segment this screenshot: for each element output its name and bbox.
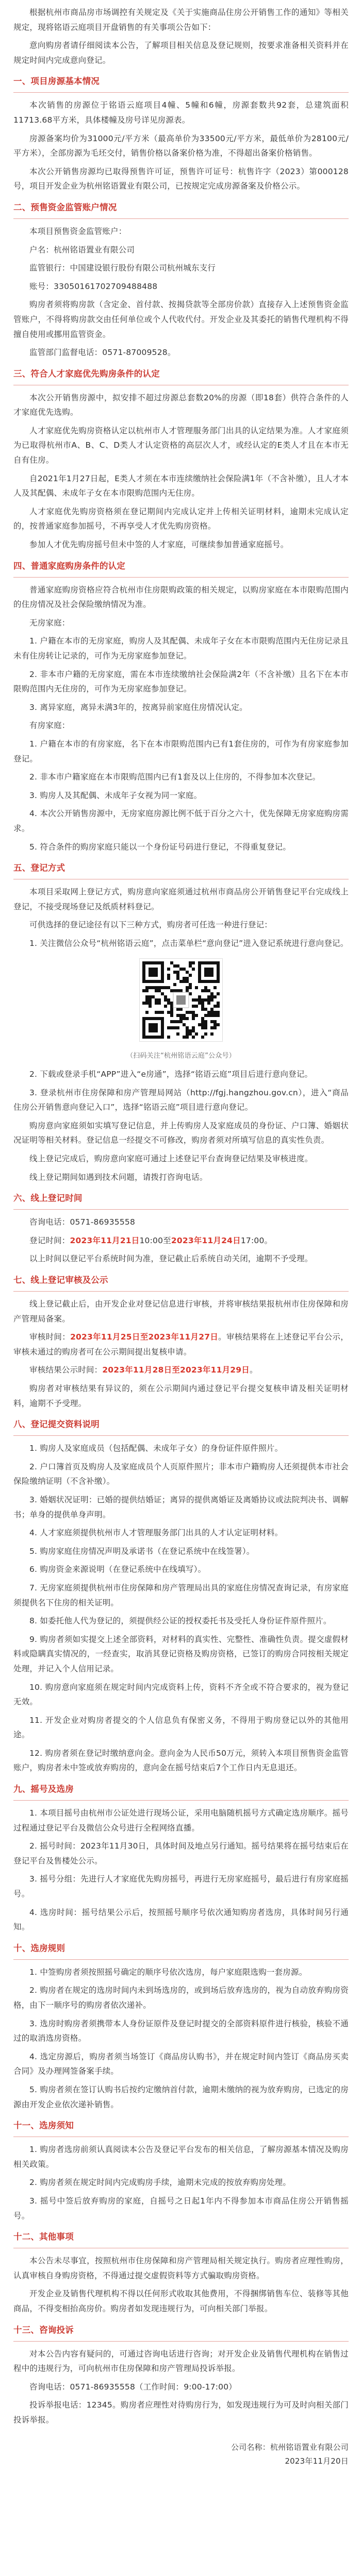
- section-paragraph: 3. 购房人及其配偶、未成年子女视为同一家庭。: [29, 790, 202, 800]
- registration-method-paragraph: 1. 关注微信公众号“杭州铭语云庭”，点击菜单栏“意向登记”进入登记系统进行意向登记。: [29, 938, 349, 948]
- section-paragraph: 有房家庭：: [29, 721, 70, 731]
- qr-code-block: [13, 958, 349, 1047]
- footer: [13, 2441, 349, 2468]
- qr-caption: （扫码关注“杭州铭语云庭”公众号）: [126, 1052, 236, 1060]
- section-heading: 六、线上登记时间: [13, 1191, 349, 1210]
- section-paragraph: 3. 离异家庭，离异未满3年的，按离异前家庭住房情况认定。: [29, 702, 248, 712]
- section-paragraph: 自2021年1月27日起，E类人才须在本市连续缴纳社会保险满1年（不含补缴），且人才本人及其配偶、未成年子女在本市限购范围内无住房。: [13, 473, 349, 498]
- section-paragraph: 本次销售的房源位于铭语云庭项目4幢、5幢和6幢，房源套数共92套，总建筑面积11713.68平方米，具体楼幢及房号详见房源表。: [13, 100, 349, 125]
- section-paragraph: 线上登记截止后，由开发企业对登记信息进行审核，并将审核结果报杭州市住房保障和房产管理局备案。: [13, 1299, 349, 1324]
- section-paragraph: 3. 摇号分组：先进行人才家庭优先购房摇号，再进行无房家庭摇号，最后进行有房家庭摇号。: [13, 1874, 349, 1899]
- section-paragraph: 4. 本次公开销售房源中，无房家庭房源比例不低于百分之六十，优先保障无房家庭购房需求。: [13, 809, 349, 833]
- section-paragraph: 开发企业及销售代理机构不得以任何形式收取其他费用，不得捆绑销售车位、装修等其他商品，不得变相抬高房价。购房者如发现违规行为，可向相关部门举报。: [13, 2289, 349, 2313]
- section-paragraph: 户名：杭州铭语置业有限公司: [29, 245, 135, 255]
- intro-block: [13, 5, 349, 67]
- intro-paragraph: 意向购房者请仔细阅读本公告，了解项目相关信息及登记规则，按要求准备相关资料并在规定时间内完成意向登记。: [13, 41, 349, 65]
- section-paragraph: 无房家庭：: [29, 618, 70, 628]
- section-paragraph: 2. 非本市户籍家庭在本市限购范围内已有1套及以上住房的，不得参加本次登记。: [29, 772, 321, 782]
- registration-method-paragraph: 购房意向家庭须如实填写登记信息，并上传购房人及家庭成员的身份证、户口簿、婚姻状况证明等相关材料。登记信息一经提交不可修改，购房者须对所填写信息的真实性负责。: [13, 1121, 349, 1145]
- section-paragraph: 本公告未尽事宜，按照杭州市住房保障和房产管理局相关规定执行。购房者应理性购房，认真审核自身购房资格，不得通过提交虚假资料等方式骗取购房资格。: [13, 2256, 349, 2280]
- section-paragraph: 参加人才优先购房摇号但未中签的人才家庭，可继续参加普通家庭摇号。: [29, 540, 289, 550]
- section-paragraph: 人才家庭优先购房资格认定以杭州市人才管理服务部门出具的认定结果为准。人才家庭须为已取得杭州市A、B、C、D类人才认定资格的高层次人才，或经认定的E类人才且在本市无自有住房。: [13, 426, 349, 465]
- section-paragraph: 投诉举报电话：12345。购房者应理性对待购房行为，如发现违规行为可及时向相关部门投诉举报。: [13, 2400, 349, 2425]
- section-paragraph: 1. 购房人及家庭成员（包括配偶、未成年子女）的身份证件原件照片。: [29, 1444, 283, 1453]
- section: [13, 2323, 349, 2428]
- section: [13, 366, 349, 552]
- section-paragraph: 审核时间：2023年11月25日至2023年11月27日。审核结果将在上述登记平台公示，审核未通过的购房者可在公示期间提出复核申请。: [13, 1332, 349, 1357]
- section-paragraph: 5. 购房家庭住房情况声明及承诺书（在登记系统中在线签署）。: [29, 1546, 255, 1556]
- section-paragraph: 5. 符合条件的购房家庭只能以一个身份证号码进行登记，不得重复登记。: [29, 842, 291, 852]
- section: [13, 860, 349, 1184]
- footer-company: 公司名称：杭州铭语置业有限公司: [231, 2443, 349, 2452]
- section: [13, 1273, 349, 1411]
- section-paragraph: 6. 购房资金来源说明（在登记系统中在线填写）。: [29, 1565, 206, 1574]
- section-paragraph: 8. 如委托他人代为登记的，须提供经公证的授权委托书及受托人身份证件原件照片。: [29, 1616, 332, 1626]
- section-paragraph: 房源备案均价为31000元/平方米（最高单价为33500元/平方米，最低单价为28100元/平方米），全部房源为毛坯交付，销售价格以备案价格为准，不得超出备案价格销售。: [13, 133, 349, 158]
- section-heading: 三、符合人才家庭优先购房条件的认定: [13, 366, 349, 385]
- section-heading: 五、登记方式: [13, 860, 349, 879]
- section-paragraph: 4. 选房时间：摇号结果公示后，按照摇号顺序号依次通知购房者选房，具体时间另行通知。: [13, 1907, 349, 1932]
- section-paragraph: 以上时间以登记平台系统时间为准，登记截止后系统自动关闭，逾期不予受理。: [29, 1254, 313, 1264]
- section-paragraph: 7. 无房家庭须提供杭州市住房保障和房产管理局出具的家庭住房情况查询记录，有房家庭须提供名下住房的相关证明。: [13, 1583, 349, 1607]
- section: [13, 200, 349, 360]
- section-paragraph: 账号：33050161702709488488: [29, 281, 158, 291]
- section-paragraph: 11. 开发企业对购房者提交的个人信息负有保密义务，不得用于购房登记以外的其他用途。: [13, 1715, 349, 1740]
- section-paragraph: 2. 购房者在规定的选房时间内未到场选房的，或到场后放弃选房的，视为自动放弃购房资格，由下一顺序号的购房者依次递补。: [13, 1986, 349, 2010]
- section-heading: 十、选房规则: [13, 1941, 349, 1960]
- section-paragraph: 对本公告内容有疑问的，可通过咨询电话进行咨询；对开发企业及销售代理机构在销售过程中的违规行为，可向杭州市住房保障和房产管理局投诉举报。: [13, 2349, 349, 2374]
- section: [13, 1417, 349, 1775]
- section-paragraph: 可供选择的登记途径有以下三种方式，购房者可任选一种进行登记：: [29, 920, 273, 930]
- footer-date: 2023年11月20日: [285, 2456, 349, 2466]
- section: [13, 558, 349, 855]
- section: [13, 1782, 349, 1935]
- section-paragraph: 3. 摇号中签后放弃购房的家庭，自摇号之日起1年内不得参加本市商品住房公开销售摇号。: [13, 2196, 349, 2221]
- section-paragraph: 3. 选房时购房者须携带本人身份证原件及登记时提交的全部资料原件进行核验，核验不通过的取消选房资格。: [13, 2019, 349, 2043]
- sections-container: [13, 74, 349, 2427]
- section-heading: 一、项目房源基本情况: [13, 74, 349, 93]
- section-paragraph: 监管部门监督电话：0571-87009528。: [29, 348, 176, 358]
- qr-code-image[interactable]: [139, 958, 223, 1042]
- section-paragraph: 1. 本项目摇号由杭州市公证处进行现场公证，采用电脑随机摇号方式确定选房顺序。摇号过程通过登记平台及微信公众号进行全程网络直播。: [13, 1808, 349, 1833]
- section-paragraph: 4. 人才家庭须提供杭州市人才管理服务部门出具的人才认定证明材料。: [29, 1528, 283, 1538]
- section: [13, 1191, 349, 1266]
- section-paragraph: 购房者须将购房款（含定金、首付款、按揭贷款等全部房价款）直接存入上述预售资金监管账户，不得将购房款交由任何单位或个人代收代付。开发企业及其委托的销售代理机构不得擅自使用或挪用监管资金。: [13, 300, 349, 339]
- section-heading: 十三、咨询投诉: [13, 2323, 349, 2342]
- section-paragraph: 监管银行：中国建设银行股份有限公司杭州城东支行: [29, 263, 216, 273]
- section-paragraph: 5. 购房者须在签订认购书后按约定缴纳首付款，逾期未缴纳的视为放弃购房，已选定的房源由开发企业依次递补销售。: [13, 2084, 349, 2109]
- section-paragraph: 2. 户口簿首页及购房人及家庭成员个人页原件照片；非本市户籍购房人还须提供本市社会保险缴纳证明（不含补缴）。: [13, 1462, 349, 1486]
- registration-method-paragraph: 线上登记期间如遇到技术问题，请拨打咨询电话。: [29, 1172, 208, 1182]
- section-heading: 二、预售资金监管账户情况: [13, 200, 349, 219]
- section-paragraph: 4. 选定房源后，购房者须当场签订《商品房认购书》，并在规定时间内签订《商品房买卖合同》及办理网签备案手续。: [13, 2052, 349, 2076]
- registration-method-paragraph: 线上登记完成后，购房意向家庭可通过上述登记平台查询登记结果及审核进度。: [29, 1154, 313, 1164]
- section-paragraph: 2. 购房者须在规定时间内完成购房手续，逾期未完成的按放弃购房处理。: [29, 2178, 291, 2188]
- section-paragraph: 1. 户籍在本市的无房家庭，购房人及其配偶、未成年子女在本市限购范围内无住房记录且未有住房转让记录的，可作为无房家庭参加登记。: [13, 636, 349, 660]
- section-paragraph: 本次公开销售房源中，拟安排不超过房源总套数20%的房源（即18套）供符合条件的人才家庭优先选购。: [13, 393, 349, 417]
- section-paragraph: 12. 购房者须在登记时缴纳意向金。意向金为人民币50万元，须转入本项目预售资金监管账户，购房者未中签或放弃购房的，意向金在摇号结束后7个工作日内无息退还。: [13, 1748, 349, 1773]
- section-paragraph: 人才家庭优先购房资格须在登记期间内完成认定并上传相关证明材料，逾期未完成认定的，按普通家庭参加摇号，不再享受人才优先购房资格。: [13, 506, 349, 531]
- section-heading: 九、摇号及选房: [13, 1782, 349, 1801]
- section-paragraph: 本项目采取网上登记方式，购房意向家庭须通过杭州市商品房公开销售登记平台完成线上登记，不接受现场登记及纸质材料登记。: [13, 887, 349, 911]
- section-heading: 四、普通家庭购房条件的认定: [13, 558, 349, 578]
- section-heading: 八、登记提交资料说明: [13, 1417, 349, 1436]
- intro-paragraph: 根据杭州市商品房市场调控有关规定及《关于实施商品住房公开销售工作的通知》等相关规定，现将铭语云庭项目开盘销售的有关事项公告如下：: [13, 8, 349, 32]
- section-paragraph: 审核结果公示时间：2023年11月28日至2023年11月29日。: [29, 1365, 258, 1375]
- section: [13, 1941, 349, 2112]
- section-paragraph: 咨询电话：0571-86935558: [29, 1217, 136, 1227]
- section: [13, 74, 349, 194]
- section-paragraph: 1. 购房者选房前须认真阅读本公告及登记平台发布的相关信息，了解房源基本情况及购房相关政策。: [13, 2145, 349, 2169]
- section-paragraph: 1. 户籍在本市的有房家庭，名下在本市限购范围内已有1套住房的，可作为有房家庭参加登记。: [13, 739, 349, 764]
- section-paragraph: 咨询电话：0571-86935558（工作时间：9:00-17:00）: [29, 2382, 237, 2392]
- section-paragraph: 10. 购房意向家庭须在规定时间内完成资料上传，资料不齐全或不符合要求的，视为登记无效。: [13, 1682, 349, 1707]
- section-heading: 十一、选房须知: [13, 2118, 349, 2137]
- section-paragraph: 登记时间：2023年11月21日10:00至2023年11月24日17:00。: [29, 1235, 273, 1245]
- section-paragraph: 购房者对审核结果有异议的，须在公示期间内通过登记平台提交复核申请及相关证明材料，逾期不予受理。: [13, 1384, 349, 1408]
- section: [13, 2118, 349, 2223]
- registration-method-paragraph: 2. 下载或登录手机“APP”进入“e房通”，选择“铭语云庭”项目后进行意向登记。: [29, 1070, 313, 1079]
- section-paragraph: 普通家庭购房资格应符合杭州市住房限购政策的相关规定，以购房家庭在本市限购范围内的住房情况及社会保险缴纳情况为准。: [13, 585, 349, 609]
- section-paragraph: 2. 非本市户籍的无房家庭，需在本市连续缴纳社会保险满2年（不含补缴）且名下在本市限购范围内无住房的，可作为无房家庭参加登记。: [13, 669, 349, 694]
- section-paragraph: 本项目预售资金监管账户：: [29, 226, 127, 236]
- section-heading: 十二、其他事项: [13, 2229, 349, 2248]
- section-paragraph: 1. 中签购房者须按照摇号确定的顺序号依次选房，每户家庭限选购一套房源。: [29, 1967, 307, 1977]
- section-paragraph: 3. 婚姻状况证明：已婚的提供结婚证；离异的提供离婚证及离婚协议或法院判决书、调解书；单身的提供单身声明。: [13, 1495, 349, 1519]
- section-heading: 七、线上登记审核及公示: [13, 1273, 349, 1292]
- registration-method-paragraph: 3. 登录杭州市住房保障和房产管理局网站（http://fgj.hangzhou.gov.cn），进入“商品住房公开销售意向登记入口”，选择“铭语云庭”项目进行意向登记。: [13, 1088, 349, 1112]
- section: [13, 2229, 349, 2316]
- section-paragraph: 本次公开销售房源均已取得预售许可证，预售许可证号：杭售许字（2023）第000128号，项目开发企业为杭州铭语置业有限公司，已按规定完成房源备案及价格公示。: [13, 166, 349, 191]
- section-paragraph: 9. 购房者须如实提交上述全部资料，对材料的真实性、完整性、准确性负责。提交虚假材料或隐瞒真实情况的，一经查实，取消其登记资格及购房资格，已签订的购房合同按相关规定处理，并记入个人信用记录。: [13, 1634, 349, 1673]
- section-paragraph: 2. 摇号时间：2023年11月30日，具体时间及地点另行通知。摇号结果将在摇号结束后在登记平台及售楼处公示。: [13, 1841, 349, 1866]
